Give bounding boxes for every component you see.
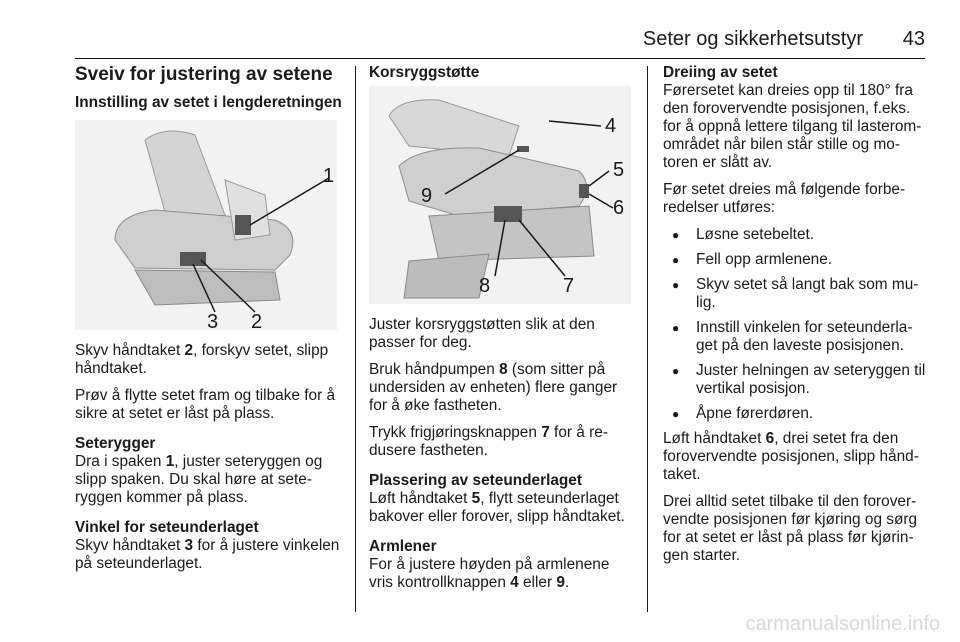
callout-label-2: 2 xyxy=(251,311,263,330)
paragraph: Prøv å flytte setet fram og tilbake for å sikre at setet er låst på plass. xyxy=(75,387,336,422)
paragraph: Trykk frigjøringsknappen 7 for å redusere fastheten. xyxy=(369,424,608,459)
section-heading: Armlener xyxy=(369,538,437,555)
lumbar-drawing xyxy=(369,86,631,304)
callout-label-5: 5 xyxy=(613,159,625,181)
subheading: Innstilling av setet i lengderetningen xyxy=(75,94,342,111)
section-heading: Seterygger xyxy=(75,435,156,452)
callout-label-8: 8 xyxy=(479,275,491,297)
column-divider xyxy=(647,66,648,612)
paragraph: Drei alltid setet tilbake til den forovervendte posisjonen før kjøring og sørg for at setet er låst på plass før kjøringen starter. xyxy=(663,493,918,564)
list-item: ● Juster helningen av seteryggen til vertikal posisjon. xyxy=(663,362,928,398)
callout-label-1: 1 xyxy=(323,165,335,187)
paragraph: Bruk håndpumpen 8 (som sitter på undersiden av enheten) flere ganger for å øke fastheten. xyxy=(369,361,618,414)
seat-illustration-longitudinal xyxy=(75,120,337,330)
seat-illustration-lumbar xyxy=(369,86,631,304)
paragraph: Skyv håndtaket 3 for å justere vinkelen på seteunderlaget. xyxy=(75,537,340,572)
callout-label-7: 7 xyxy=(563,275,575,297)
paragraph: For å justere høyden på armlenene vris kontrollknappen 4 eller 9. xyxy=(369,556,610,591)
section-heading: Dreiing av setet xyxy=(663,64,778,81)
paragraph: Løft håndtaket 5, flytt seteunderlaget bakover eller forover, slipp håndtaket. xyxy=(369,490,625,525)
paragraph: Dra i spaken 1, juster seteryggen og slipp spaken. Du skal høre at seteryggen kommer på plass. xyxy=(75,453,323,506)
page-header xyxy=(75,22,925,59)
section-title: Seter og sikkerhetsutstyr xyxy=(642,28,863,50)
list-item: ● Skyv setet så langt bak som mulig. xyxy=(663,276,928,312)
paragraph: Førersetet kan dreies opp til 180° fra den forovervendte posisjonen, f.eks. for å oppnå lettere tilgang til lasteromområdet når bilen står stille og motoren er slått av. xyxy=(663,82,922,171)
column-2 xyxy=(369,64,633,601)
callout-label-9: 9 xyxy=(421,185,433,207)
section-heading: Plassering av seteunderlaget xyxy=(369,472,582,489)
main-heading: Sveiv for justering av setene xyxy=(75,64,333,85)
paragraph: Skyv håndtaket 2, forskyv setet, slipp håndtaket. xyxy=(75,342,329,377)
column-1 xyxy=(75,64,343,582)
seat-drawing xyxy=(75,120,337,330)
callout-label-4: 4 xyxy=(605,115,617,137)
callout-label-6: 6 xyxy=(613,197,625,219)
preparation-list xyxy=(663,226,928,423)
list-item: ● Løsne setebeltet. xyxy=(663,226,928,244)
column-3 xyxy=(663,64,928,574)
paragraph: Løft håndtaket 6, drei setet fra den forovervendte posisjonen, slipp håndtaket. xyxy=(663,430,919,483)
column-divider xyxy=(355,66,356,612)
paragraph: Før setet dreies må følgende forberedelser utføres: xyxy=(663,181,906,216)
callout-label-3: 3 xyxy=(207,311,219,330)
list-item: ● Innstill vinkelen for seteunderlaget på den laveste posisjonen. xyxy=(663,319,928,355)
list-item: ● Åpne førerdøren. xyxy=(663,405,928,423)
section-heading: Korsryggstøtte xyxy=(369,64,480,81)
page-number: 43 xyxy=(902,28,925,50)
section-heading: Vinkel for seteunderlaget xyxy=(75,519,259,536)
paragraph: Juster korsryggstøtten slik at den passer for deg. xyxy=(369,316,595,351)
watermark: carmanualsonline.info xyxy=(745,613,940,635)
list-item: ● Fell opp armlenene. xyxy=(663,251,928,269)
